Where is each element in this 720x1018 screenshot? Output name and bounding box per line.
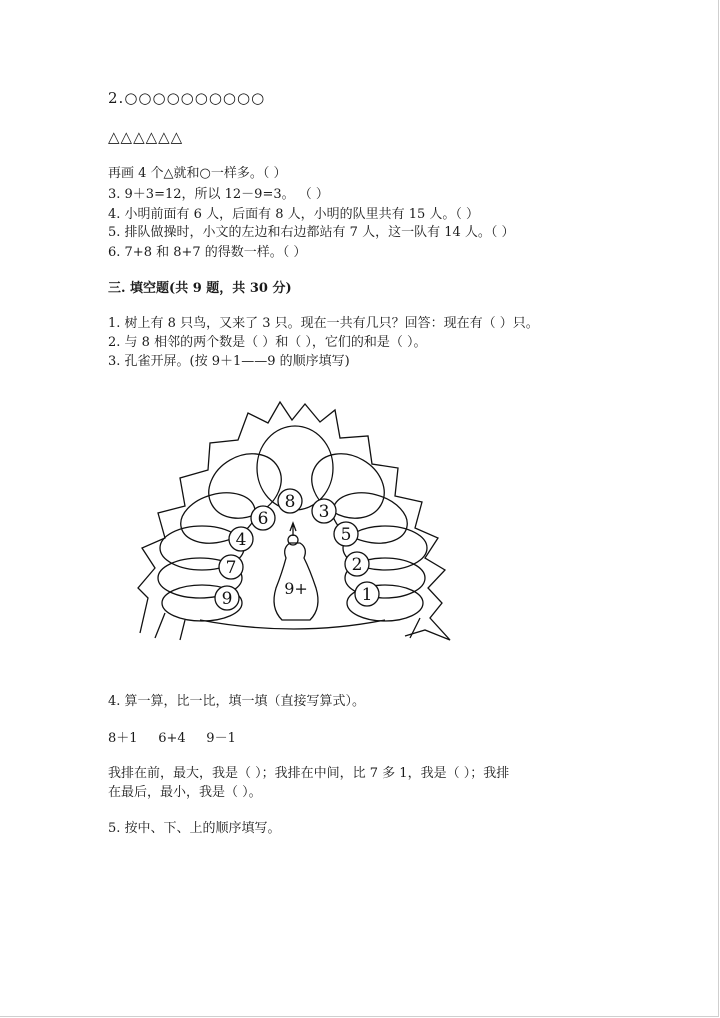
fill-line-1: 1. 树上有 8 只鸟，又来了 3 只。现在一共有几只？回答：现在有（ ）只。 — [108, 316, 539, 331]
fill-line-2: 2. 与 8 相邻的两个数是（ ）和（ ），它们的和是（ ）。 — [108, 335, 427, 350]
item-number: 2. — [108, 89, 125, 107]
peacock-body-label: 9+ — [284, 579, 308, 598]
judge-line-4: 5. 排队做操时，小文的左边和右边都站有 7 人，这一队有 14 人。（ ） — [108, 225, 515, 240]
feather-number: 8 — [284, 492, 296, 512]
fill-line-3: 3. 孔雀开屏。(按 9＋1——9 的顺序填写) — [108, 354, 350, 369]
peacock-crest — [290, 523, 296, 536]
judge-line-1: 再画 4 个△就和○一样多。（ ） — [108, 166, 287, 181]
feather-number: 3 — [318, 502, 330, 522]
judge-line-5: 6. 7+8 和 8+7 的得数一样。（ ） — [108, 245, 307, 260]
feather-lobe — [197, 441, 293, 531]
feather-number: 9 — [221, 589, 233, 609]
feather-number: 4 — [235, 530, 247, 550]
circles-row — [108, 88, 265, 108]
base-curve — [200, 620, 385, 629]
peacock-figure — [130, 398, 460, 648]
judge-line-2: 3. 9＋3=12，所以 12－9=3。 （ ） — [108, 187, 329, 202]
feather-number: 6 — [257, 509, 269, 529]
circles-text: ○○○○○○○○○○ — [124, 89, 266, 107]
feather-outline-path — [138, 402, 450, 640]
grass-strokes — [155, 613, 420, 640]
judge-line-3: 4. 小明前面有 6 人，后面有 8 人，小明的队里共有 15 人。（ ） — [108, 207, 480, 222]
feather-number: 1 — [361, 585, 373, 605]
q4-text-1: 我排在前，最大，我是（ ）；我排在中间，比 7 多 1，我是（ ）；我排 — [108, 766, 510, 781]
feather-number: 2 — [351, 555, 363, 575]
q5-title: 5. 按中、下、上的顺序填写。 — [108, 821, 281, 836]
section-title: 三. 填空题(共 9 题，共 30 分) — [108, 281, 292, 296]
feather-number: 7 — [225, 558, 237, 578]
q4-expressions: 8＋1 6+4 9－1 — [108, 731, 236, 746]
q4-text-2: 在最后，最小，我是（ ）。 — [108, 785, 262, 800]
q4-title: 4. 算一算，比一比，填一填（直接写算式）。 — [108, 694, 366, 709]
feather-number: 5 — [340, 525, 352, 545]
triangles-row: △△△△△△ — [108, 128, 184, 146]
